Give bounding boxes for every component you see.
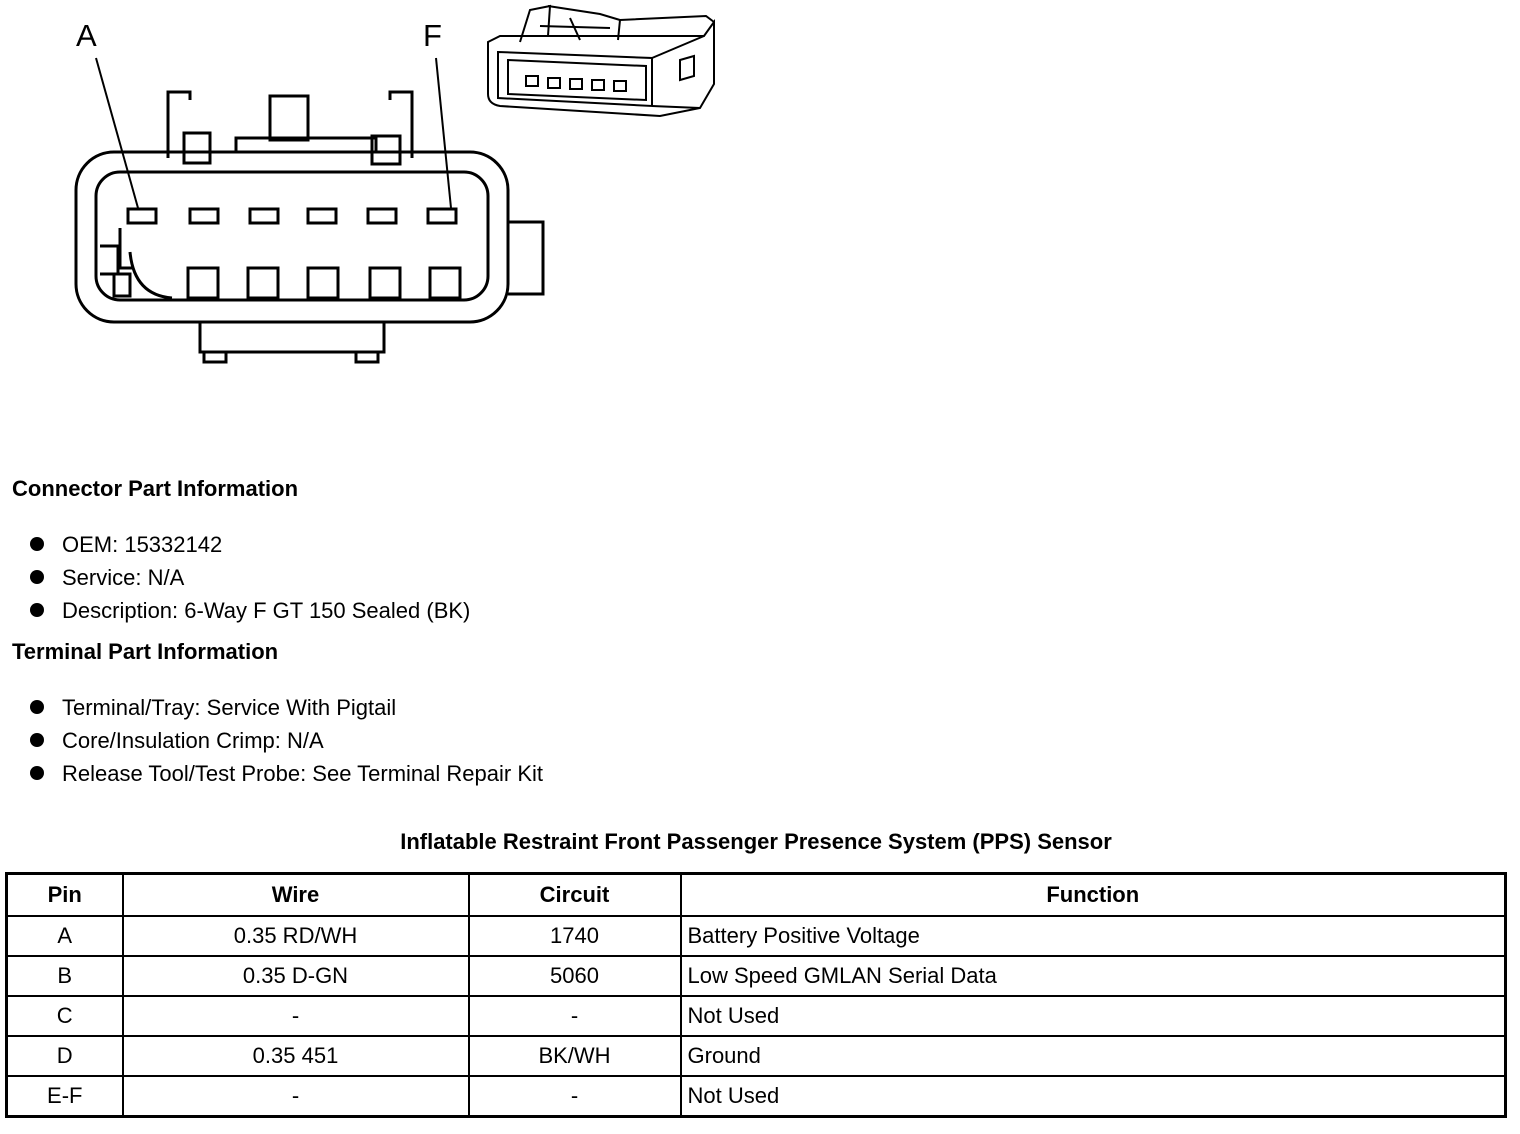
bullet-icon (30, 733, 44, 747)
cell-pin: A (7, 916, 123, 956)
list-item (28, 757, 543, 790)
list-item-text: OEM: 15332142 (62, 532, 223, 557)
connector-diagram (0, 0, 760, 380)
connector-isometric-view (488, 6, 714, 116)
cell-function: Not Used (681, 996, 1506, 1036)
cell-circuit: BK/WH (469, 1036, 681, 1076)
list-item (28, 528, 470, 561)
list-item-text: Service: N/A (62, 565, 185, 590)
cell-circuit: 1740 (469, 916, 681, 956)
pin-a-label: A (76, 18, 97, 53)
table-row (7, 916, 1506, 956)
cell-circuit: - (469, 996, 681, 1036)
cell-function: Not Used (681, 1076, 1506, 1117)
cell-circuit: - (469, 1076, 681, 1117)
cell-pin: D (7, 1036, 123, 1076)
pinout-table (5, 872, 1507, 1118)
cell-function: Ground (681, 1036, 1506, 1076)
list-item-text: Description: 6-Way F GT 150 Sealed (BK) (62, 598, 471, 623)
table-row (7, 1076, 1506, 1117)
pin-f-label: F (423, 18, 442, 53)
terminal-info-list (28, 691, 543, 790)
cell-pin: C (7, 996, 123, 1036)
cell-pin: B (7, 956, 123, 996)
pin-a-leader (96, 58, 138, 208)
pin-f-leader (436, 58, 451, 208)
table-row (7, 956, 1506, 996)
connector-info-list (28, 528, 470, 627)
table-row (7, 996, 1506, 1036)
list-item-text: Terminal/Tray: Service With Pigtail (62, 695, 397, 720)
cell-wire: - (123, 1076, 469, 1117)
list-item-text: Release Tool/Test Probe: See Terminal Repair Kit (62, 761, 543, 786)
bullet-icon (30, 603, 44, 617)
table-header-row (7, 874, 1506, 917)
cell-wire: 0.35 451 (123, 1036, 469, 1076)
cell-wire: 0.35 D-GN (123, 956, 469, 996)
header-pin: Pin (7, 874, 123, 917)
cell-wire: 0.35 RD/WH (123, 916, 469, 956)
table-row (7, 1036, 1506, 1076)
cell-pin: E-F (7, 1076, 123, 1117)
connector-face (76, 92, 543, 362)
cell-function: Low Speed GMLAN Serial Data (681, 956, 1506, 996)
list-item (28, 594, 470, 627)
list-item (28, 561, 470, 594)
list-item (28, 691, 543, 724)
connector-info-heading: Connector Part Information (12, 476, 299, 501)
table-title: Inflatable Restraint Front Passenger Presence System (PPS) Sensor (400, 829, 1112, 854)
cell-wire: - (123, 996, 469, 1036)
bullet-icon (30, 570, 44, 584)
bullet-icon (30, 537, 44, 551)
cell-function: Battery Positive Voltage (681, 916, 1506, 956)
list-item (28, 724, 543, 757)
bullet-icon (30, 766, 44, 780)
cell-circuit: 5060 (469, 956, 681, 996)
terminal-info-heading: Terminal Part Information (12, 639, 279, 664)
list-item-text: Core/Insulation Crimp: N/A (62, 728, 324, 753)
header-wire: Wire (123, 874, 469, 917)
header-function: Function (681, 874, 1506, 917)
header-circuit: Circuit (469, 874, 681, 917)
bullet-icon (30, 700, 44, 714)
